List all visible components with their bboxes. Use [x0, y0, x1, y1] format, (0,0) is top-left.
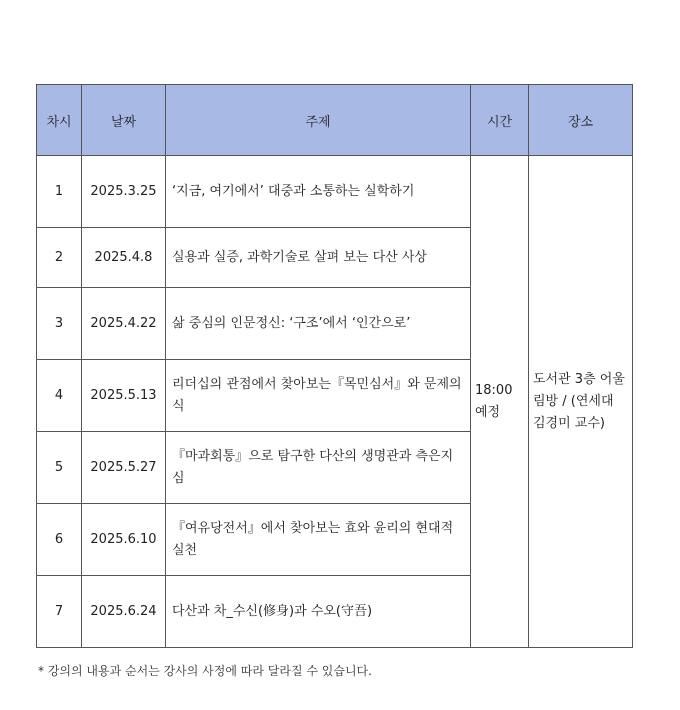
footnote: * 강의의 내용과 순서는 강사의 사정에 따라 달라질 수 있습니다.	[38, 664, 372, 678]
session-topic: 『마과회통』으로 탐구한 다산의 생명관과 측은지심	[166, 432, 471, 504]
session-number: 2	[37, 228, 82, 288]
session-date: 2025.6.24	[82, 576, 166, 648]
session-topic: 실용과 실증, 과학기술로 살펴 보는 다산 사상	[166, 228, 471, 288]
session-date: 2025.4.8	[82, 228, 166, 288]
session-date: 2025.6.10	[82, 504, 166, 576]
session-topic: 『여유당전서』에서 찾아보는 효와 윤리의 현대적 실천	[166, 504, 471, 576]
session-topic: 다산과 차_수신(修身)과 수오(守吾)	[166, 576, 471, 648]
session-place: 도서관 3층 어울림방 / (연세대 김경미 교수)	[529, 156, 633, 648]
session-number: 3	[37, 288, 82, 360]
session-date: 2025.5.13	[82, 360, 166, 432]
header-date: 날짜	[82, 85, 166, 156]
session-topic: ‘지금, 여기에서’ 대중과 소통하는 실학하기	[166, 156, 471, 228]
session-number: 4	[37, 360, 82, 432]
session-number: 5	[37, 432, 82, 504]
header-topic: 주제	[166, 85, 471, 156]
session-topic: 리더십의 관점에서 찾아보는『목민심서』와 문제의식	[166, 360, 471, 432]
session-number: 6	[37, 504, 82, 576]
session-date: 2025.4.22	[82, 288, 166, 360]
lecture-schedule-table	[36, 84, 633, 648]
session-number: 1	[37, 156, 82, 228]
header-place: 장소	[529, 85, 633, 156]
session-topic: 삶 중심의 인문정신: ‘구조’에서 ‘인간으로’	[166, 288, 471, 360]
session-date: 2025.5.27	[82, 432, 166, 504]
session-number: 7	[37, 576, 82, 648]
session-time: 18:00 예정	[471, 156, 529, 648]
header-time: 시간	[471, 85, 529, 156]
table-header-row	[37, 85, 633, 156]
header-session: 차시	[37, 85, 82, 156]
session-date: 2025.3.25	[82, 156, 166, 228]
table-row	[37, 156, 633, 228]
